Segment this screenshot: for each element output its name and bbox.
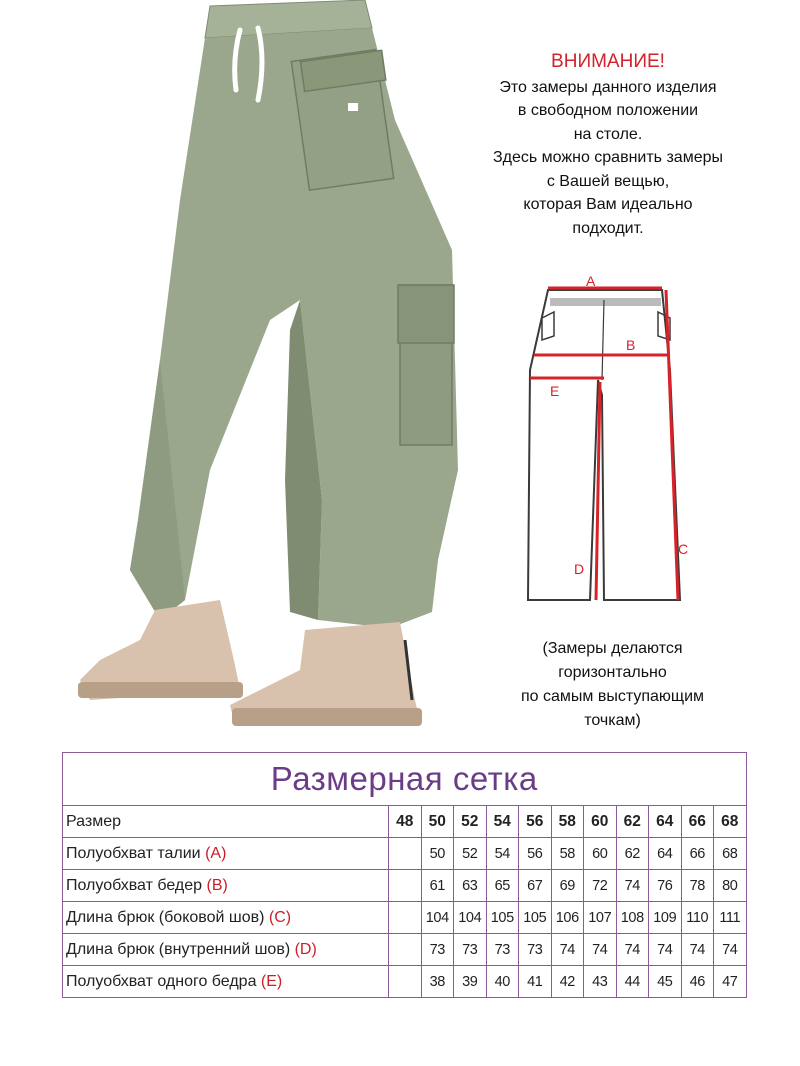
table-cell: 56: [519, 838, 552, 870]
row-label-text: Длина брюк (внутренний шов): [66, 940, 291, 958]
table-cell: 45: [649, 966, 682, 998]
attention-heading: ВНИМАНИЕ!: [551, 51, 665, 72]
table-cell: 47: [714, 966, 747, 998]
table-cell: 104: [454, 902, 487, 934]
table-cell: 67: [519, 870, 552, 902]
attention-note: [468, 50, 748, 240]
table-cell: 68: [714, 838, 747, 870]
table-cell: 52: [454, 838, 487, 870]
table-cell: [389, 902, 422, 934]
table-cell: 65: [486, 870, 519, 902]
row-label-code: (C): [268, 908, 292, 926]
label-b: B: [626, 337, 636, 353]
table-cell: 76: [649, 870, 682, 902]
row-label-text: Полуобхват талии: [66, 844, 201, 862]
size-header-label: Размер: [63, 806, 389, 838]
row-label-text: Полуобхват бедер: [66, 876, 203, 894]
size-header-row: [63, 806, 747, 838]
note-line: Здесь можно сравнить замеры: [493, 149, 723, 166]
table-cell: 78: [681, 870, 714, 902]
label-d: D: [574, 561, 585, 577]
table-cell: 60: [584, 838, 617, 870]
table-row: [63, 966, 747, 998]
row-label: [63, 934, 389, 966]
size-chart-title: Размерная сетка: [63, 753, 747, 806]
table-cell: 73: [519, 934, 552, 966]
table-cell: 44: [616, 966, 649, 998]
product-photo: [60, 0, 480, 740]
table-cell: 50: [421, 838, 454, 870]
label-a: A: [586, 273, 596, 289]
pants-outline: [528, 290, 680, 600]
table-cell: [389, 870, 422, 902]
row-label-code: (B): [206, 876, 228, 894]
note-line: Это замеры данного изделия: [499, 78, 717, 96]
table-cell: 105: [519, 902, 552, 934]
size-header-cell: 66: [681, 806, 714, 838]
table-cell: 74: [649, 934, 682, 966]
hint-line: точкам): [584, 712, 641, 729]
table-cell: 111: [714, 902, 747, 934]
row-label-text: Полуобхват одного бедра: [66, 972, 257, 990]
table-cell: 38: [421, 966, 454, 998]
table-cell: 64: [649, 838, 682, 870]
table-cell: 42: [551, 966, 584, 998]
table-cell: 74: [714, 934, 747, 966]
table-cell: 109: [649, 902, 682, 934]
size-header-cell: 58: [551, 806, 584, 838]
table-cell: 80: [714, 870, 747, 902]
table-cell: 72: [584, 870, 617, 902]
hint-line: (Замеры делаются: [542, 640, 683, 657]
table-cell: 74: [584, 934, 617, 966]
size-header-cell: 48: [389, 806, 422, 838]
table-cell: 41: [519, 966, 552, 998]
size-header-cell: 64: [649, 806, 682, 838]
row-label-code: (E): [260, 972, 283, 990]
table-cell: 46: [681, 966, 714, 998]
measurement-hint: [485, 637, 740, 733]
table-cell: 74: [681, 934, 714, 966]
note-line: которая Вам идеально: [523, 196, 693, 213]
table-cell: 74: [616, 870, 649, 902]
label-e: E: [550, 383, 560, 399]
table-cell: 105: [486, 902, 519, 934]
table-cell: 39: [454, 966, 487, 998]
size-header-cell: 50: [421, 806, 454, 838]
table-cell: 104: [421, 902, 454, 934]
size-header-cell: 68: [714, 806, 747, 838]
size-header-cell: 62: [616, 806, 649, 838]
row-label: [63, 902, 389, 934]
table-row: [63, 870, 747, 902]
table-cell: 107: [584, 902, 617, 934]
note-line: подходит.: [572, 219, 644, 237]
table-row: [63, 934, 747, 966]
note-line: на столе.: [573, 125, 643, 143]
table-cell: 69: [551, 870, 584, 902]
table-cell: 63: [454, 870, 487, 902]
table-cell: [389, 934, 422, 966]
size-header-cell: 54: [486, 806, 519, 838]
table-cell: [389, 838, 422, 870]
table-cell: [389, 966, 422, 998]
table-cell: 66: [681, 838, 714, 870]
note-line: с Вашей вещью,: [546, 172, 670, 190]
row-label: [63, 966, 389, 998]
table-cell: 74: [616, 934, 649, 966]
table-cell: 74: [551, 934, 584, 966]
row-label-code: (D): [294, 940, 317, 958]
row-label: [63, 870, 389, 902]
table-cell: 73: [421, 934, 454, 966]
table-cell: 73: [454, 934, 487, 966]
table-cell: 54: [486, 838, 519, 870]
hint-line: горизонтально: [558, 664, 667, 681]
table-row: [63, 902, 747, 934]
table-cell: 61: [421, 870, 454, 902]
table-cell: 40: [486, 966, 519, 998]
table-cell: 73: [486, 934, 519, 966]
table-cell: 58: [551, 838, 584, 870]
row-label-code: (A): [205, 844, 227, 862]
note-line: в свободном положении: [517, 102, 699, 119]
size-header-cell: 52: [454, 806, 487, 838]
row-label: [63, 838, 389, 870]
size-header-cell: 56: [519, 806, 552, 838]
table-cell: 110: [681, 902, 714, 934]
size-chart-title-row: [63, 753, 747, 806]
table-cell: 62: [616, 838, 649, 870]
table-row: [63, 838, 747, 870]
size-chart-table: [62, 752, 747, 998]
hint-line: по самым выступающим: [520, 688, 705, 705]
label-c: C: [678, 541, 689, 557]
size-header-cell: 60: [584, 806, 617, 838]
table-cell: 108: [616, 902, 649, 934]
row-label-text: Длина брюк (боковой шов): [66, 908, 265, 926]
table-cell: 43: [584, 966, 617, 998]
table-cell: 106: [551, 902, 584, 934]
measurement-diagram: [520, 270, 710, 615]
